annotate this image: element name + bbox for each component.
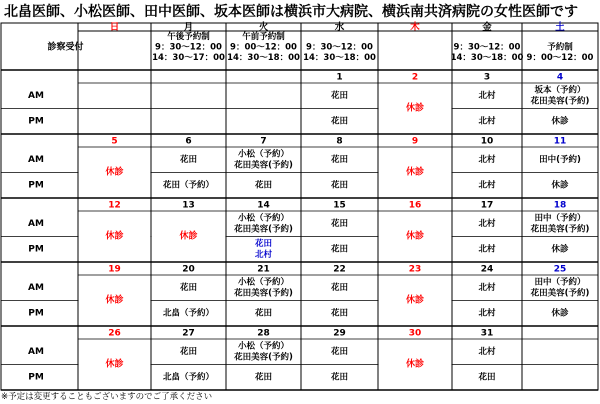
date-number: 18 (553, 200, 567, 211)
schedule-entry: 花田美容(予約) (234, 352, 293, 363)
date-number: 14 (257, 200, 270, 211)
closed-badge: 休診 (405, 359, 425, 370)
schedule-entry: 休診 (551, 244, 569, 255)
schedule-entry: 花田 (330, 116, 349, 127)
schedule-entry: 花田 (179, 346, 198, 357)
schedule-entry: 坂本（予約） (534, 85, 586, 96)
day-header-6: 土 (555, 22, 565, 33)
schedule-entry: 休診 (551, 308, 569, 319)
schedule-entry: 北村 (254, 249, 273, 260)
reception-hours-5: 9：30～12：00 (453, 42, 521, 53)
am-label: AM (28, 282, 44, 293)
schedule-entry: 花田 (330, 282, 349, 293)
schedule-entry: 休診 (551, 116, 569, 127)
schedule-entry: 小松（予約） (237, 277, 290, 288)
schedule-entry: 花田 (254, 180, 273, 191)
pm-label: PM (28, 116, 44, 127)
closed-badge: 休診 (105, 359, 124, 370)
schedule-entry: 田中（予約） (534, 277, 586, 288)
schedule-entry: 花田 (254, 308, 273, 319)
pm-label: PM (28, 244, 44, 255)
day-header-0: 日 (109, 22, 120, 33)
day-header-1: 月 (183, 22, 194, 33)
schedule-entry: 北村 (478, 154, 496, 165)
date-number: 23 (408, 264, 422, 275)
date-number: 29 (333, 328, 346, 339)
reception-hours-1: 9：30～12：00 (155, 42, 222, 53)
schedule-entry: 小松（予約） (237, 213, 290, 224)
schedule-entry: 花田美容(予約) (234, 160, 293, 171)
am-label: AM (28, 90, 44, 101)
date-number: 20 (182, 264, 195, 275)
schedule-entry: 花田 (179, 154, 198, 165)
closed-badge: 休診 (179, 231, 198, 242)
schedule-entry: 北村 (478, 116, 496, 127)
date-number: 6 (185, 136, 192, 147)
schedule-entry: 田中(予約) (539, 154, 581, 165)
day-header-5: 金 (482, 22, 492, 33)
schedule-entry: 花田美容(予約) (530, 96, 590, 107)
schedule-entry: 北村 (478, 282, 496, 293)
date-number: 7 (260, 136, 267, 147)
schedule-entry: 花田美容(予約) (234, 288, 293, 299)
reception-hours-3: 9：30～12：00 (306, 42, 373, 53)
schedule-entry: 花田 (330, 346, 349, 357)
date-number: 12 (108, 200, 121, 211)
closed-badge: 休診 (105, 231, 124, 242)
schedule-entry: 田中（予約） (534, 213, 586, 224)
date-number: 25 (553, 264, 567, 275)
reception-hours-5: 14：30～18：00 (450, 53, 524, 63)
schedule-entry: 北村 (478, 244, 496, 255)
am-label: AM (28, 154, 44, 165)
schedule-entry: 小松（予約） (237, 341, 290, 352)
schedule-entry: 花田美容(予約) (530, 288, 590, 299)
schedule-entry: 花田 (330, 218, 349, 229)
date-number: 17 (480, 200, 494, 211)
reception-hours-6: 予約制 (547, 42, 573, 53)
schedule-entry: 小松（予約） (237, 149, 290, 160)
reception-hours-3: 14：30～18：00 (303, 53, 376, 63)
schedule-entry: 北村 (478, 90, 496, 101)
date-number: 31 (480, 328, 494, 339)
reception-hours-2: 14：30～18：00 (227, 53, 300, 63)
am-label: AM (28, 346, 44, 357)
schedule-entry: 休診 (551, 180, 569, 191)
schedule-entry: 花田 (330, 244, 349, 255)
closed-badge: 休診 (405, 295, 425, 306)
date-number: 15 (333, 200, 346, 211)
schedule-entry: 花田 (330, 308, 349, 319)
date-number: 13 (182, 200, 195, 211)
reception-hours-2: 9：00～12：00 (230, 42, 297, 53)
pm-label: PM (28, 180, 44, 191)
reception-hours-2: 午前予約制 (242, 32, 285, 42)
date-number: 26 (108, 328, 121, 339)
date-number: 16 (408, 200, 422, 211)
date-number: 10 (480, 136, 494, 147)
schedule-entry: 花田美容(予約) (530, 224, 590, 235)
schedule-entry: 北村 (478, 218, 496, 229)
closed-badge: 休診 (405, 103, 425, 114)
day-header-3: 水 (334, 22, 345, 33)
schedule-entry: 花田 (330, 154, 349, 165)
schedule-entry: 北畠（予約） (162, 308, 215, 319)
date-number: 24 (480, 264, 494, 275)
reception-hours-6: 9：00～12：00 (526, 53, 594, 63)
schedule-entry: 北村 (478, 180, 496, 191)
footer-note: ※予定は変更することもございますのでご了承ください (1, 392, 213, 402)
schedule-entry: 北村 (478, 308, 496, 319)
schedule-entry: 花田 (254, 372, 273, 383)
date-number: 8 (336, 136, 343, 147)
date-number: 30 (408, 328, 422, 339)
pm-label: PM (28, 308, 44, 319)
date-number: 22 (333, 264, 346, 275)
reception-label: 診察受付 (47, 42, 84, 53)
date-number: 11 (553, 136, 567, 147)
schedule-entry: 花田 (478, 372, 496, 383)
closed-badge: 休診 (405, 231, 425, 242)
date-number: 1 (336, 72, 343, 83)
reception-hours-1: 14：30～17：00 (152, 53, 225, 63)
schedule-entry: 北村 (478, 346, 496, 357)
pm-label: PM (28, 372, 44, 383)
day-header-4: 木 (410, 22, 420, 33)
reception-hours-1: 午後予約制 (167, 32, 210, 42)
date-number: 5 (111, 136, 118, 147)
schedule-entry: 花田 (330, 90, 349, 101)
day-header-2: 火 (258, 22, 269, 33)
date-number: 2 (411, 72, 419, 83)
date-number: 28 (257, 328, 270, 339)
schedule-entry: 花田美容(予約) (234, 224, 293, 235)
closed-badge: 休診 (405, 167, 425, 178)
date-number: 9 (411, 136, 419, 147)
date-number: 27 (182, 328, 195, 339)
schedule-entry: 花田 (179, 282, 198, 293)
date-number: 3 (483, 72, 491, 83)
closed-badge: 休診 (105, 167, 124, 178)
schedule-entry: 花田 (330, 372, 349, 383)
closed-badge: 休診 (105, 295, 124, 306)
schedule-entry: 花田（予約） (162, 180, 215, 191)
am-label: AM (28, 218, 44, 229)
date-number: 21 (257, 264, 270, 275)
page-title: 北畠医師、小松医師、田中医師、坂本医師は横浜市大病院、横浜南共済病院の女性医師です (4, 4, 578, 20)
schedule-entry: 花田 (254, 238, 273, 249)
schedule-entry: 花田 (330, 180, 349, 191)
schedule-entry: 北畠（予約） (162, 372, 215, 383)
table-border (1, 23, 598, 390)
date-number: 19 (108, 264, 121, 275)
date-number: 4 (556, 72, 564, 83)
